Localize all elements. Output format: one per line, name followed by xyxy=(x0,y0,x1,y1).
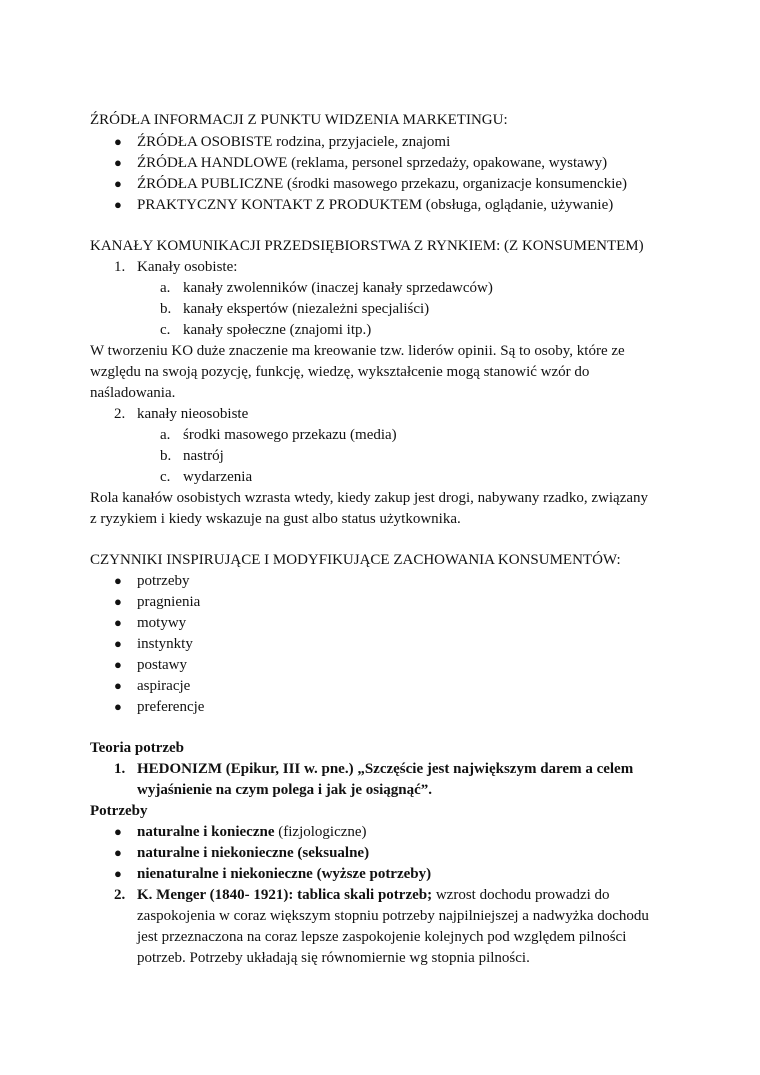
section-heading-factors: CZYNNIKI INSPIRUJĄCE I MODYFIKUJĄCE ZACHOWANIA KONSUMENTÓW: xyxy=(90,552,621,568)
list-item-continuation: potrzeb. Potrzeby układają się równomiernie wg stopnia pilności. xyxy=(137,950,530,966)
list-item: PRAKTYCZNY KONTAKT Z PRODUKTEM (obsługa, oglądanie, używanie) xyxy=(137,197,614,213)
list-item: wydarzenia xyxy=(183,469,253,485)
paragraph-line: Rola kanałów osobistych wzrasta wtedy, kiedy zakup jest drogi, nabywany rzadko, związany xyxy=(90,490,649,506)
bullet-icon: ● xyxy=(114,845,122,860)
bullet-icon: ● xyxy=(114,573,122,588)
list-item xyxy=(137,864,431,884)
list-item: instynkty xyxy=(137,636,193,652)
bullet-icon: ● xyxy=(114,615,122,630)
bullet-icon: ● xyxy=(114,197,122,212)
list-item: aspiracje xyxy=(137,678,191,694)
list-item xyxy=(137,843,369,863)
list-item: motywy xyxy=(137,615,187,631)
bullet-icon: ● xyxy=(114,866,122,881)
need-name: naturalne i konieczne xyxy=(137,824,275,840)
list-item: ŹRÓDŁA HANDLOWE (reklama, personel sprzedaży, opakowane, wystawy) xyxy=(137,155,608,171)
bullet-icon: ● xyxy=(114,636,122,651)
list-item-continuation: zaspokojenia w coraz większym stopniu potrzeby najpilniejszej a nadwyżka dochodu xyxy=(137,908,649,924)
bullet-icon: ● xyxy=(114,594,122,609)
item-text: wzrost dochodu prowadzi do xyxy=(432,887,610,903)
bullet-icon: ● xyxy=(114,176,122,191)
list-letter: c. xyxy=(160,322,171,338)
section-heading-sources: ŹRÓDŁA INFORMACJI Z PUNKTU WIDZENIA MARKETINGU: xyxy=(90,112,508,128)
list-item: nastrój xyxy=(183,448,224,464)
need-name: nienaturalne i niekonieczne (wyższe potrzeby) xyxy=(137,866,432,882)
bullet-icon: ● xyxy=(114,657,122,672)
list-item: HEDONIZM (Epikur, III w. pne.) „Szczęście jest największym darem a celem xyxy=(137,761,634,777)
subheading-needs: Potrzeby xyxy=(90,803,148,819)
list-item xyxy=(137,822,367,842)
item-title: K. Menger (1840- 1921): tablica skali potrzeb; xyxy=(137,887,433,903)
list-item: kanały nieosobiste xyxy=(137,406,249,422)
list-letter: a. xyxy=(160,280,171,296)
need-name: naturalne i niekonieczne (seksualne) xyxy=(137,845,370,861)
list-item: preferencje xyxy=(137,699,205,715)
list-number: 1. xyxy=(114,761,126,777)
list-item: kanały społeczne (znajomi itp.) xyxy=(183,322,372,338)
list-number: 1. xyxy=(114,259,126,275)
bullet-icon: ● xyxy=(114,155,122,170)
list-item: pragnienia xyxy=(137,594,201,610)
bullet-icon: ● xyxy=(114,134,122,149)
paragraph-line: W tworzeniu KO duże znaczenie ma kreowanie tzw. liderów opinii. Są to osoby, które ze xyxy=(90,343,625,359)
list-number: 2. xyxy=(114,887,126,903)
list-item xyxy=(137,885,610,905)
bullet-icon: ● xyxy=(114,699,122,714)
list-item: Kanały osobiste: xyxy=(137,259,238,275)
paragraph-line: z ryzykiem i kiedy wskazuje na gust albo status użytkownika. xyxy=(90,511,461,527)
list-item: środki masowego przekazu (media) xyxy=(183,427,397,443)
bullet-icon: ● xyxy=(114,824,122,839)
paragraph-line: naśladowania. xyxy=(90,385,176,401)
list-item: postawy xyxy=(137,657,187,673)
list-item-continuation: wyjaśnienie na czym polega i jak je osiągnąć”. xyxy=(137,782,432,798)
list-item: ŹRÓDŁA OSOBISTE rodzina, przyjaciele, znajomi xyxy=(137,134,451,150)
need-detail: (fizjologiczne) xyxy=(274,824,367,840)
list-letter: a. xyxy=(160,427,171,443)
bullet-icon: ● xyxy=(114,678,122,693)
list-item: potrzeby xyxy=(137,573,190,589)
paragraph-line: względu na swoją pozycję, funkcję, wiedzę, wykształcenie mogą stanowić wzór do xyxy=(90,364,590,380)
list-letter: c. xyxy=(160,469,171,485)
list-number: 2. xyxy=(114,406,126,422)
list-item: kanały ekspertów (niezależni specjaliści) xyxy=(183,301,430,317)
list-item: kanały zwolenników (inaczej kanały sprzedawców) xyxy=(183,280,493,296)
list-item-continuation: jest przeznaczona na coraz lepsze zaspokojenie kolejnych pod względem pilności xyxy=(137,929,627,945)
list-letter: b. xyxy=(160,301,172,317)
section-heading-channels: KANAŁY KOMUNIKACJI PRZEDSIĘBIORSTWA Z RYNKIEM: (Z KONSUMENTEM) xyxy=(90,238,644,254)
section-heading-needs-theory: Teoria potrzeb xyxy=(90,740,185,756)
list-item: ŹRÓDŁA PUBLICZNE (środki masowego przekazu, organizacje konsumenckie) xyxy=(137,176,628,192)
list-letter: b. xyxy=(160,448,172,464)
